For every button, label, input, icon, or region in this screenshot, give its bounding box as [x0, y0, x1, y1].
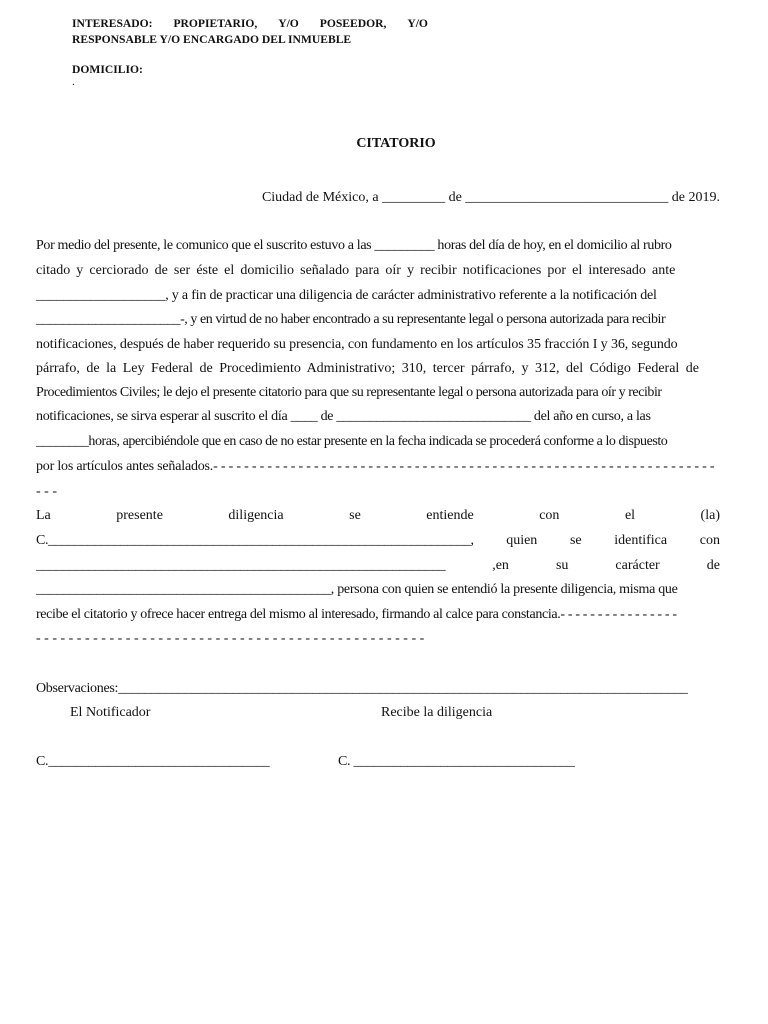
paragraph2-line6: - - - - - - - - - - - - - - - - - - - - - - - - - - - - - - - - - - - - - - - - - - - - - - - -	[36, 631, 425, 646]
header-domicilio-value: .	[72, 75, 75, 88]
header-responsable: RESPONSABLE Y/O ENCARGADO DEL INMUEBLE	[72, 33, 352, 46]
paragraph2-line4: ____________________________________________, persona con quien se entendió la presente diligencia, misma que	[36, 582, 678, 597]
header-interesado-line	[72, 17, 428, 30]
p2-part: ______________________________________________________________	[36, 558, 446, 573]
notificador-signature-line: C._________________________________	[36, 754, 270, 769]
p2-part: su	[555, 558, 569, 573]
paragraph2-line1	[36, 508, 720, 524]
p2-part: quien	[506, 533, 538, 548]
p2-word: La	[36, 508, 51, 523]
date-line: Ciudad de México, a _________ de _____________________________ de 2019.	[261, 190, 720, 205]
p2-part: ,en	[492, 558, 509, 573]
p2-word: el	[624, 508, 636, 523]
paragraph1-line: ___________________, y a fin de practicar una diligencia de carácter administrativo referente a la notificación del	[36, 288, 657, 303]
paragraph1-line: párrafo, de la Ley Federal de Procedimiento Administrativo; 310, tercer párrafo, y 312, del Código Federal de	[36, 361, 700, 376]
p2-word: presente	[116, 508, 163, 523]
header-word: Y/O	[278, 17, 299, 30]
paragraph2-line5: recibe el citatorio y ofrece hacer entrega del mismo al interesado, firmando al calce para constancia.- - - - - - - - - - - - - - - -	[36, 607, 677, 622]
observaciones-line: Observaciones:_____________________________________________________________________________________	[36, 681, 688, 696]
recibe-label: Recibe la diligencia	[381, 705, 493, 720]
header-word: Y/O	[407, 17, 428, 30]
paragraph1-line: Por medio del presente, le comunico que el suscrito estuvo a las _________ horas del día de hoy, en el domicilio al rubro	[36, 238, 672, 253]
header-word: INTERESADO:	[72, 17, 153, 30]
paragraph1-line: - - -	[36, 484, 57, 499]
p2-part: carácter	[615, 558, 660, 573]
p2-part: de	[706, 558, 720, 573]
paragraph1-line: ______________________-, y en virtud de no haber encontrado a su representante legal o persona autorizada para recibir	[36, 312, 666, 327]
paragraph1-line: por los artículos antes señalados.- - - - - - - - - - - - - - - - - - - - - - - - - - - - - - - - - - - - - - - - - - - - - - - - - - - - - - - - - - - - - - - - -	[36, 459, 715, 474]
paragraph1-line: Procedimientos Civiles; le dejo el presente citatorio para que su representante legal o persona autorizada para oír y recibir	[36, 385, 662, 400]
p2-part: identifica	[614, 533, 668, 548]
paragraph1-line: notificaciones, se sirva esperar al suscrito el día ____ de _____________________________ del año en curso, a las	[36, 409, 651, 424]
p2-part: C.________________________________________________________________,	[36, 533, 474, 548]
header-domicilio-label: DOMICILIO:	[72, 63, 143, 76]
paragraph1-line: citado y cerciorado de ser éste el domicilio señalado para oír y recibir notificaciones por el interesado ante	[36, 263, 676, 278]
p2-word: entiende	[426, 508, 474, 523]
paragraph1-line: notificaciones, después de haber requerido su presencia, con fundamento en los artículos 35 fracción I y 36, segundo	[36, 337, 678, 352]
page-title: CITATORIO	[356, 136, 436, 151]
paragraph2-line3	[36, 558, 720, 574]
p2-word: se	[349, 508, 361, 523]
p2-part: se	[569, 533, 582, 548]
header-word: POSEEDOR,	[319, 17, 387, 30]
p2-word: diligencia	[228, 508, 284, 523]
p2-part: con	[699, 533, 720, 548]
notificador-label: El Notificador	[70, 705, 151, 720]
p2-word: con	[539, 508, 560, 523]
recibe-signature-line: C. _________________________________	[338, 754, 575, 769]
paragraph2-line2	[36, 533, 720, 549]
p2-word: (la)	[700, 508, 720, 523]
header-word: PROPIETARIO,	[173, 17, 258, 30]
paragraph1-line: ________horas, apercibiéndole que en caso de no estar presente en la fecha indicada se procederá conforme a lo dispuesto	[36, 434, 668, 449]
